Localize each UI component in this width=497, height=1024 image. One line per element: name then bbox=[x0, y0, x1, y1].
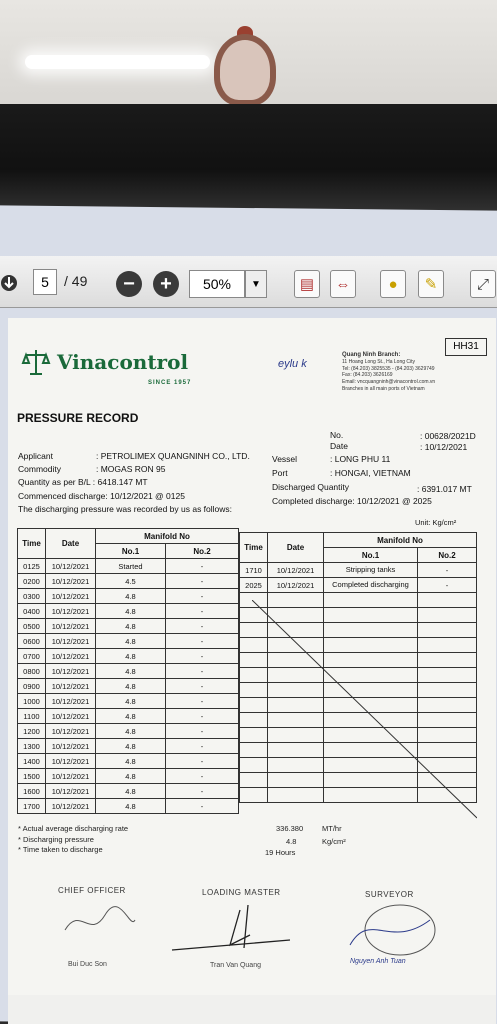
cell-time: 1200 bbox=[18, 724, 46, 739]
unit-label: Unit: Kg/cm² bbox=[415, 518, 457, 527]
next-document-page bbox=[8, 995, 496, 1024]
table-row bbox=[18, 559, 239, 574]
recorded-note: The discharging pressure was recorded by us as follows: bbox=[18, 504, 233, 514]
table-row bbox=[18, 634, 239, 649]
fullscreen-icon[interactable]: ⤢ bbox=[470, 270, 496, 298]
cell-date: 10/12/2021 bbox=[46, 649, 96, 664]
pressure-table-left bbox=[17, 528, 239, 814]
quantity-bl: Quantity as per B/L : 6418.147 MT bbox=[18, 477, 148, 487]
cell-no2: - bbox=[418, 578, 477, 593]
cell-date: 10/12/2021 bbox=[46, 619, 96, 634]
cell-time: 1710 bbox=[240, 563, 268, 578]
branch-line: Tel: (84.203) 3825535 - (84.203) 3629749 bbox=[342, 365, 435, 372]
table-row bbox=[18, 679, 239, 694]
cell-time: 0800 bbox=[18, 664, 46, 679]
port-label: Port bbox=[272, 468, 288, 478]
cell-no1: 4.5 bbox=[96, 574, 166, 589]
table-row bbox=[18, 694, 239, 709]
cell-time: 0500 bbox=[18, 619, 46, 634]
cell-no1: 4.8 bbox=[96, 589, 166, 604]
cell-date: 10/12/2021 bbox=[46, 754, 96, 769]
vessel-label: Vessel bbox=[272, 454, 298, 464]
page-total: / 49 bbox=[64, 273, 88, 289]
cell-no1: 4.8 bbox=[96, 634, 166, 649]
cell-no2: - bbox=[166, 769, 239, 784]
cell-no2: - bbox=[418, 563, 477, 578]
applicant-value: : PETROLIMEX QUANGNINH CO., LTD. bbox=[96, 451, 250, 461]
cell-no2: - bbox=[166, 724, 239, 739]
company-logo bbox=[20, 347, 188, 377]
col-header-date: Date bbox=[46, 529, 96, 559]
cell-no1: 4.8 bbox=[96, 694, 166, 709]
col-header-no2: No.2 bbox=[166, 544, 239, 559]
loading-master-label: LOADING MASTER bbox=[202, 888, 281, 897]
cell-date: 10/12/2021 bbox=[46, 574, 96, 589]
cell-date: 10/12/2021 bbox=[268, 563, 324, 578]
table-row bbox=[18, 799, 239, 814]
cell-no2: - bbox=[166, 589, 239, 604]
chief-officer-label: CHIEF OFFICER bbox=[58, 886, 126, 895]
chief-officer-name: Bui Duc Son bbox=[68, 961, 107, 968]
commodity-label: Commodity bbox=[18, 464, 61, 474]
discharged-quantity-label: Discharged Quantity bbox=[272, 482, 350, 492]
col-header-no2: No.2 bbox=[418, 548, 477, 563]
left-table-body bbox=[18, 559, 239, 814]
surveyor-signature-stamp bbox=[340, 900, 440, 960]
table-row bbox=[18, 724, 239, 739]
branch-info bbox=[342, 352, 482, 393]
cell-date: 10/12/2021 bbox=[46, 664, 96, 679]
cell-date: 10/12/2021 bbox=[46, 634, 96, 649]
cell-date: 10/12/2021 bbox=[46, 589, 96, 604]
cell-no2: - bbox=[166, 649, 239, 664]
branch-line: Branches in all main ports of Vietnam bbox=[342, 385, 425, 392]
page-down-icon[interactable] bbox=[0, 270, 18, 296]
cell-no1: 4.8 bbox=[96, 724, 166, 739]
form-code: HH31 bbox=[445, 338, 487, 356]
time-taken-value: 19 Hours bbox=[265, 848, 296, 857]
cell-no2: - bbox=[166, 574, 239, 589]
table-row bbox=[240, 578, 477, 593]
branch-title: Quang Ninh Branch: bbox=[342, 352, 401, 358]
cell-no1: 4.8 bbox=[96, 754, 166, 769]
no-label: No. bbox=[330, 430, 344, 440]
cell-time: 0300 bbox=[18, 589, 46, 604]
cell-no2: - bbox=[166, 604, 239, 619]
cell-date: 10/12/2021 bbox=[268, 578, 324, 593]
highlight-icon[interactable]: ✎ bbox=[418, 270, 444, 298]
cell-no2: - bbox=[166, 619, 239, 634]
cell-no2: - bbox=[166, 634, 239, 649]
discharged-quantity-value: : 6391.017 MT bbox=[417, 484, 472, 494]
cell-time: 1100 bbox=[18, 709, 46, 724]
commenced-discharge: Commenced discharge: 10/12/2021 @ 0125 bbox=[18, 491, 185, 501]
cell-time: 1300 bbox=[18, 739, 46, 754]
cell-date: 10/12/2021 bbox=[46, 739, 96, 754]
table-row bbox=[18, 709, 239, 724]
cell-no2: - bbox=[166, 559, 239, 574]
date-value: : 10/12/2021 bbox=[420, 442, 468, 452]
cell-no1: Completed discharging bbox=[324, 578, 418, 593]
surveyor-name: Nguyen Anh Tuan bbox=[350, 958, 406, 965]
cell-date: 10/12/2021 bbox=[46, 694, 96, 709]
pressure-value: 4.8 bbox=[286, 837, 297, 846]
table-row bbox=[18, 784, 239, 799]
zoom-level-field[interactable]: 50% bbox=[189, 270, 245, 298]
fit-width-icon[interactable]: ⇔ bbox=[330, 270, 356, 298]
cell-no2: - bbox=[166, 754, 239, 769]
strike-through-line bbox=[252, 600, 477, 820]
zoom-out-button[interactable]: − bbox=[116, 271, 142, 297]
wall-ornament bbox=[214, 34, 276, 106]
fit-page-icon[interactable]: ▤ bbox=[294, 270, 320, 298]
col-header-time: Time bbox=[240, 533, 268, 563]
zoom-in-button[interactable]: + bbox=[153, 271, 179, 297]
company-name: Vinacontrol bbox=[57, 350, 189, 374]
cell-no1: 4.8 bbox=[96, 604, 166, 619]
cell-no1: 4.8 bbox=[96, 649, 166, 664]
cell-time: 0700 bbox=[18, 649, 46, 664]
cell-time: 1600 bbox=[18, 784, 46, 799]
cell-date: 10/12/2021 bbox=[46, 679, 96, 694]
cell-time: 1400 bbox=[18, 754, 46, 769]
cell-no2: - bbox=[166, 664, 239, 679]
chief-officer-signature bbox=[60, 900, 140, 945]
cell-no1: 4.8 bbox=[96, 619, 166, 634]
col-header-manifold: Manifold No bbox=[324, 533, 477, 548]
cell-time: 2025 bbox=[240, 578, 268, 593]
table-row bbox=[240, 563, 477, 578]
cell-date: 10/12/2021 bbox=[46, 799, 96, 814]
table-row bbox=[18, 589, 239, 604]
cell-date: 10/12/2021 bbox=[46, 784, 96, 799]
rate-label: * Actual average discharging rate bbox=[18, 824, 129, 833]
cell-date: 10/12/2021 bbox=[46, 724, 96, 739]
commodity-value: : MOGAS RON 95 bbox=[96, 464, 166, 474]
cell-date: 10/12/2021 bbox=[46, 604, 96, 619]
page-number-input[interactable]: 5 bbox=[33, 269, 57, 295]
cell-no1: 4.8 bbox=[96, 664, 166, 679]
cell-date: 10/12/2021 bbox=[46, 769, 96, 784]
cell-time: 1000 bbox=[18, 694, 46, 709]
table-row bbox=[18, 664, 239, 679]
ceiling-lamp bbox=[25, 55, 210, 69]
col-header-manifold: Manifold No bbox=[96, 529, 239, 544]
table-row bbox=[18, 739, 239, 754]
handwritten-note: eylu k bbox=[278, 358, 307, 370]
cell-time: 0600 bbox=[18, 634, 46, 649]
date-label: Date bbox=[330, 441, 348, 451]
cell-no2: - bbox=[166, 739, 239, 754]
cell-no1: Stripping tanks bbox=[324, 563, 418, 578]
room-background bbox=[0, 0, 497, 110]
cell-no1: Started bbox=[96, 559, 166, 574]
cell-no1: 4.8 bbox=[96, 709, 166, 724]
table-row bbox=[18, 649, 239, 664]
rate-value: 336.380 bbox=[276, 824, 304, 833]
time-taken-label: * Time taken to discharge bbox=[18, 845, 103, 854]
col-header-no1: No.1 bbox=[324, 548, 418, 563]
zoom-dropdown-chevron-icon[interactable]: ▼ bbox=[245, 270, 267, 298]
vessel-value: : LONG PHU 11 bbox=[330, 454, 391, 464]
cell-no2: - bbox=[166, 694, 239, 709]
cell-time: 0900 bbox=[18, 679, 46, 694]
cell-no1: 4.8 bbox=[96, 799, 166, 814]
company-since: SINCE 1957 bbox=[148, 380, 192, 386]
pressure-label: * Discharging pressure bbox=[18, 835, 94, 844]
cell-time: 1500 bbox=[18, 769, 46, 784]
monitor-bezel bbox=[0, 104, 497, 214]
table-row bbox=[18, 769, 239, 784]
completed-discharge: Completed discharge: 10/12/2021 @ 2025 bbox=[272, 496, 432, 506]
cell-time: 0125 bbox=[18, 559, 46, 574]
scale-logo-icon bbox=[20, 347, 52, 377]
loading-master-signature bbox=[170, 900, 300, 960]
no-value: : 00628/2021D bbox=[420, 431, 476, 441]
table-row bbox=[18, 604, 239, 619]
cell-date: 10/12/2021 bbox=[46, 709, 96, 724]
cell-no1: 4.8 bbox=[96, 784, 166, 799]
cell-no2: - bbox=[166, 799, 239, 814]
cell-no1: 4.8 bbox=[96, 739, 166, 754]
col-header-date: Date bbox=[268, 533, 324, 563]
cell-no2: - bbox=[166, 709, 239, 724]
cell-no1: 4.8 bbox=[96, 769, 166, 784]
table-row bbox=[18, 574, 239, 589]
cell-no2: - bbox=[166, 679, 239, 694]
loading-master-name: Tran Van Quang bbox=[210, 962, 261, 969]
branch-line: Email: vncquangninh@vinacontrol.com.vn bbox=[342, 379, 436, 386]
applicant-label: Applicant bbox=[18, 451, 53, 461]
cell-date: 10/12/2021 bbox=[46, 559, 96, 574]
table-row bbox=[18, 754, 239, 769]
cell-no1: 4.8 bbox=[96, 679, 166, 694]
table-row bbox=[18, 619, 239, 634]
branch-line: 11 Hoang Long St., Ha Long City bbox=[342, 358, 416, 365]
pressure-unit: Kg/cm² bbox=[322, 837, 346, 846]
cell-time: 0200 bbox=[18, 574, 46, 589]
cell-time: 0400 bbox=[18, 604, 46, 619]
branch-line: Fax: (84.203) 3626169 bbox=[342, 372, 393, 379]
port-value: : HONGAI, VIETNAM bbox=[330, 468, 411, 478]
surveyor-label: SURVEYOR bbox=[365, 890, 414, 899]
col-header-no1: No.1 bbox=[96, 544, 166, 559]
cell-no2: - bbox=[166, 784, 239, 799]
comment-icon[interactable]: ● bbox=[380, 270, 406, 298]
document-title: PRESSURE RECORD bbox=[17, 411, 139, 425]
col-header-time: Time bbox=[18, 529, 46, 559]
rate-unit: MT/hr bbox=[322, 824, 342, 833]
cell-time: 1700 bbox=[18, 799, 46, 814]
